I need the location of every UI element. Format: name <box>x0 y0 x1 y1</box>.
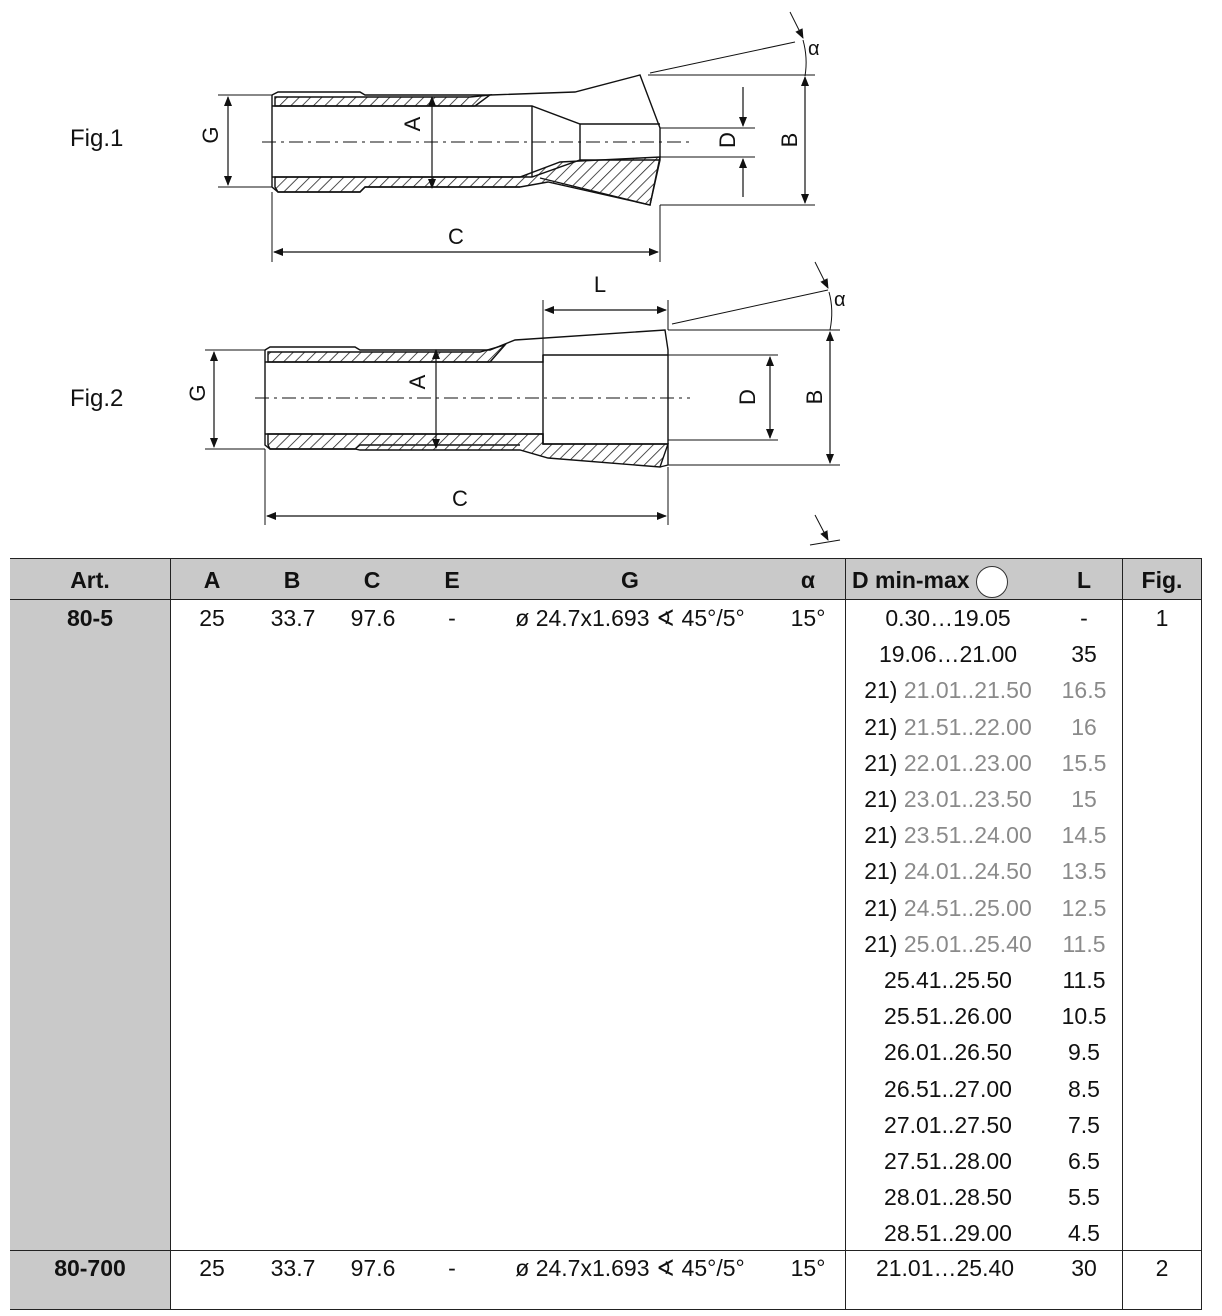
d-range-row <box>850 895 1046 922</box>
d-range-value: 21.51..22.00 <box>903 714 1032 740</box>
l-value: 16.5 <box>1061 677 1107 703</box>
fig2-dim-a: A <box>405 374 430 390</box>
row1-g: ø 24.7x1.693 ∢ 45°/5° <box>515 605 745 631</box>
row2-alpha: 15° <box>790 1255 826 1281</box>
d-range-row <box>850 605 1046 632</box>
d-range-value: 21.01..21.50 <box>903 677 1032 703</box>
fig1-dim-b: B <box>777 132 802 148</box>
fig1-dim-d: D <box>715 132 740 148</box>
d-range-value: 22.01..23.00 <box>903 750 1032 776</box>
d-range-prefix: 21) <box>864 895 904 921</box>
table-header <box>10 558 1202 600</box>
row1-e: - <box>448 605 456 631</box>
d-range-value: 26.51..27.00 <box>884 1076 1012 1102</box>
l-value: 13.5 <box>1061 858 1107 884</box>
d-range-row <box>850 750 1046 777</box>
row1-b: 33.7 <box>270 605 316 631</box>
d-range-prefix: 21) <box>864 677 904 703</box>
technical-drawings <box>0 0 1222 550</box>
l-value: 9.5 <box>1068 1039 1100 1065</box>
fig1-dim-a: A <box>400 116 425 132</box>
fig2-dim-d: D <box>735 389 760 405</box>
row2-l: 30 <box>1071 1255 1097 1281</box>
l-value: 10.5 <box>1061 1003 1107 1029</box>
fig1-dim-alpha: α <box>808 38 820 60</box>
row1-a: 25 <box>199 605 225 631</box>
row1-art: 80-5 <box>66 605 114 631</box>
d-range-prefix: 21) <box>864 931 904 957</box>
header-fig: Fig. <box>1141 567 1183 593</box>
header-b: B <box>283 567 301 593</box>
d-range-row <box>850 822 1046 849</box>
d-range-prefix: 21) <box>864 786 904 812</box>
header-art: Art. <box>70 567 110 593</box>
d-range-value: 27.01..27.50 <box>884 1112 1012 1138</box>
l-value: 6.5 <box>1068 1148 1100 1174</box>
d-range-row <box>850 858 1046 885</box>
l-value: 12.5 <box>1061 895 1107 921</box>
row1-fig: 1 <box>1155 605 1169 631</box>
d-range-row <box>850 641 1046 668</box>
d-range-row <box>850 677 1046 704</box>
fig2-dim-c: C <box>452 486 468 511</box>
header-alpha: α <box>800 567 816 593</box>
d-range-value: 23.01..23.50 <box>903 786 1032 812</box>
art-column-shade <box>10 600 170 1250</box>
d-range-value: 26.01..26.50 <box>884 1039 1012 1065</box>
d-range-row <box>850 1148 1046 1175</box>
circle-icon <box>976 566 1008 598</box>
d-range-value: 23.51..24.00 <box>903 822 1032 848</box>
d-range-value: 28.51..29.00 <box>884 1220 1012 1246</box>
header-c: C <box>363 567 381 593</box>
l-value: 4.5 <box>1068 1220 1100 1246</box>
l-value: 15 <box>1071 786 1097 812</box>
fig1-label: Fig.1 <box>70 125 124 152</box>
d-range-row <box>850 931 1046 958</box>
d-range-value: 25.01..25.40 <box>903 931 1032 957</box>
l-value: 5.5 <box>1068 1184 1100 1210</box>
d-range-row <box>850 967 1046 994</box>
header-d-label: D min-max <box>852 567 970 593</box>
l-value: 35 <box>1071 641 1097 667</box>
fig2-dim-alpha: α <box>834 289 846 311</box>
d-range-value: 0.30…19.05 <box>885 605 1011 631</box>
row2-g: ø 24.7x1.693 ∢ 45°/5° <box>515 1255 745 1281</box>
d-range-value: 25.51..26.00 <box>884 1003 1012 1029</box>
d-range-prefix: 21) <box>864 858 904 884</box>
d-range-row <box>850 1112 1046 1139</box>
row2-e: - <box>448 1255 456 1281</box>
l-value: 11.5 <box>1062 967 1106 993</box>
row2-a: 25 <box>199 1255 225 1281</box>
row2-fig: 2 <box>1155 1255 1169 1281</box>
d-range-value: 24.01..24.50 <box>903 858 1032 884</box>
l-value: 14.5 <box>1061 822 1107 848</box>
l-value: 15.5 <box>1061 750 1107 776</box>
row1-alpha: 15° <box>790 605 826 631</box>
row2-art: 80-700 <box>54 1255 126 1281</box>
d-range-row <box>850 1076 1046 1103</box>
d-range-value: 28.01..28.50 <box>884 1184 1012 1210</box>
header-g: G <box>621 567 639 593</box>
fig2-label: Fig.2 <box>70 385 124 412</box>
fig2-dim-g: G <box>185 384 210 402</box>
row2-b: 33.7 <box>270 1255 316 1281</box>
d-range-row <box>850 714 1046 741</box>
row2-c: 97.6 <box>350 1255 396 1281</box>
fig2-dim-b: B <box>802 389 827 405</box>
l-value: 8.5 <box>1068 1076 1100 1102</box>
d-range-row <box>850 1003 1046 1030</box>
header-a: A <box>203 567 221 593</box>
row1-c: 97.6 <box>350 605 396 631</box>
header-l: L <box>1076 567 1092 593</box>
d-range-value: 25.41..25.50 <box>884 967 1012 993</box>
d-range-row <box>850 1220 1046 1247</box>
l-value: 11.5 <box>1062 931 1106 957</box>
l-value: 16 <box>1071 714 1097 740</box>
l-value: - <box>1080 605 1088 631</box>
d-range-value: 27.51..28.00 <box>884 1148 1012 1174</box>
d-range-row <box>850 786 1046 813</box>
row2-d-range: 21.01…25.40 <box>875 1255 1015 1281</box>
d-range-prefix: 21) <box>864 750 904 776</box>
d-range-prefix: 21) <box>864 822 904 848</box>
d-range-value: 19.06…21.00 <box>878 641 1018 667</box>
fig2-dim-l: L <box>593 272 607 297</box>
header-d-range <box>852 559 1048 601</box>
fig1-dim-g: G <box>198 126 223 144</box>
d-range-row <box>850 1184 1046 1211</box>
spec-table <box>10 558 1202 1310</box>
header-e: E <box>444 567 460 593</box>
d-range-value: 24.51..25.00 <box>903 895 1032 921</box>
d-range-prefix: 21) <box>864 714 904 740</box>
fig1-dim-c: C <box>448 224 464 249</box>
l-value: 7.5 <box>1068 1112 1100 1138</box>
d-range-row <box>850 1039 1046 1066</box>
